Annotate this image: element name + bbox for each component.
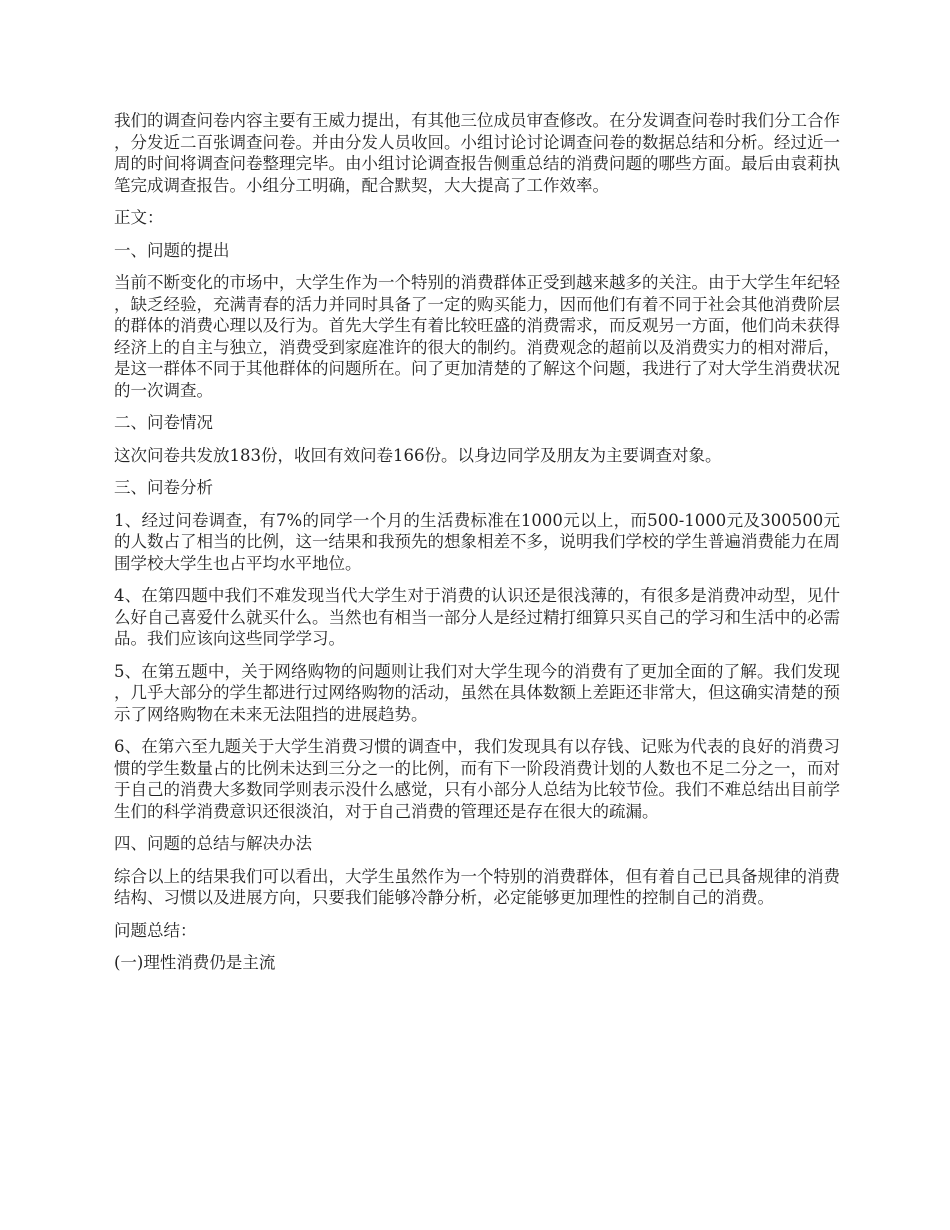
heading-section-4: 四、问题的总结与解决办法 (114, 834, 312, 853)
paragraph-survey-info: 这次问卷共发放183份，收回有效问卷166份。以身边同学及朋友为主要调查对象。 (114, 445, 722, 465)
paragraph-analysis-5: 5、在第五题中，关于网络购物的问题则让我们对大学生现今的消费有了更加全面的了解。我们发现，几乎大部分的学生都进行过网络购物的活动，虽然在具体数额上差距还非常大，但这确实清楚的预示了网络购物在未来无法阻挡的进展趋势。 (114, 661, 840, 724)
heading-section-3: 三、问卷分析 (114, 478, 213, 497)
paragraph-team-division: 我们的调查问卷内容主要有王威力提出，有其他三位成员审查修改。在分发调查问卷时我们分工合作，分发近二百张调查问卷。并由分发人员收回。小组讨论讨论调查问卷的数据总结和分析。经过近一周的时间将调查问卷整理完毕。由小组讨论调查报告侧重总结的消费问题的哪些方面。最后由袁莉执笔完成调查报告。小组分工明确，配合默契，大大提高了工作效率。 (114, 111, 840, 195)
heading-section-2: 二、问卷情况 (114, 413, 213, 432)
paragraph-analysis-1: 1、经过问卷调查，有7%的同学一个月的生活费标准在1000元以上，而500-1000元及300500元的人数占了相当的比例，这一结果和我预先的想象相差不多，说明我们学校的学生普遍消费能力在周围学校大学生也占平均水平地位。 (114, 510, 840, 573)
paragraph-conclusion: 综合以上的结果我们可以看出，大学生虽然作为一个特别的消费群体，但有着自己已具备规律的消费结构、习惯以及进展方向，只要我们能够冷静分析，必定能够更加理性的控制自己的消费。 (114, 866, 840, 907)
heading-main-text: 正文： (114, 208, 164, 227)
paragraph-analysis-4: 4、在第四题中我们不难发现当代大学生对于消费的认识还是很浅薄的，有很多是消费冲动型，见什么好自己喜爱什么就买什么。当然也有相当一部分人是经过精打细算只买自己的学习和生活中的必需品。我们应该向这些同学学习。 (114, 586, 840, 648)
heading-problem-summary: 问题总结： (114, 920, 197, 940)
paragraph-analysis-6: 6、在第六至九题关于大学生消费习惯的调查中，我们发现具有以存钱、记账为代表的良好的消费习惯的学生数量占的比例未达到三分之一的比例，而有下一阶段消费计划的人数也不足二分之一，而对于自己的消费大多数同学则表示没什么感觉，只有小部分人总结为比较节俭。我们不难总结出目前学生们的科学消费意识还很淡泊，对于自己消费的管理还是存在很大的疏漏。 (114, 737, 840, 821)
heading-section-1: 一、问题的提出 (114, 240, 230, 260)
subheading-rational-consumption: (一)理性消费仍是主流 (114, 953, 276, 972)
paragraph-problem-intro: 当前不断变化的市场中，大学生作为一个特别的消费群体正受到越来越多的关注。由于大学生年纪轻，缺乏经验，充满青春的活力并同时具备了一定的购买能力，因而他们有着不同于社会其他消费阶层的群体的消费心理以及行为。首先大学生有着比较旺盛的消费需求，而反观另一方面，他们尚未获得经济上的自主与独立，消费受到家庭准许的很大的制约。消费观念的超前以及消费实力的相对滞后，是这一群体不同于其他群体的问题所在。问了更加清楚的了解这个问题，我进行了对大学生消费状况的一次调查。 (114, 273, 840, 400)
document-body (114, 110, 840, 985)
